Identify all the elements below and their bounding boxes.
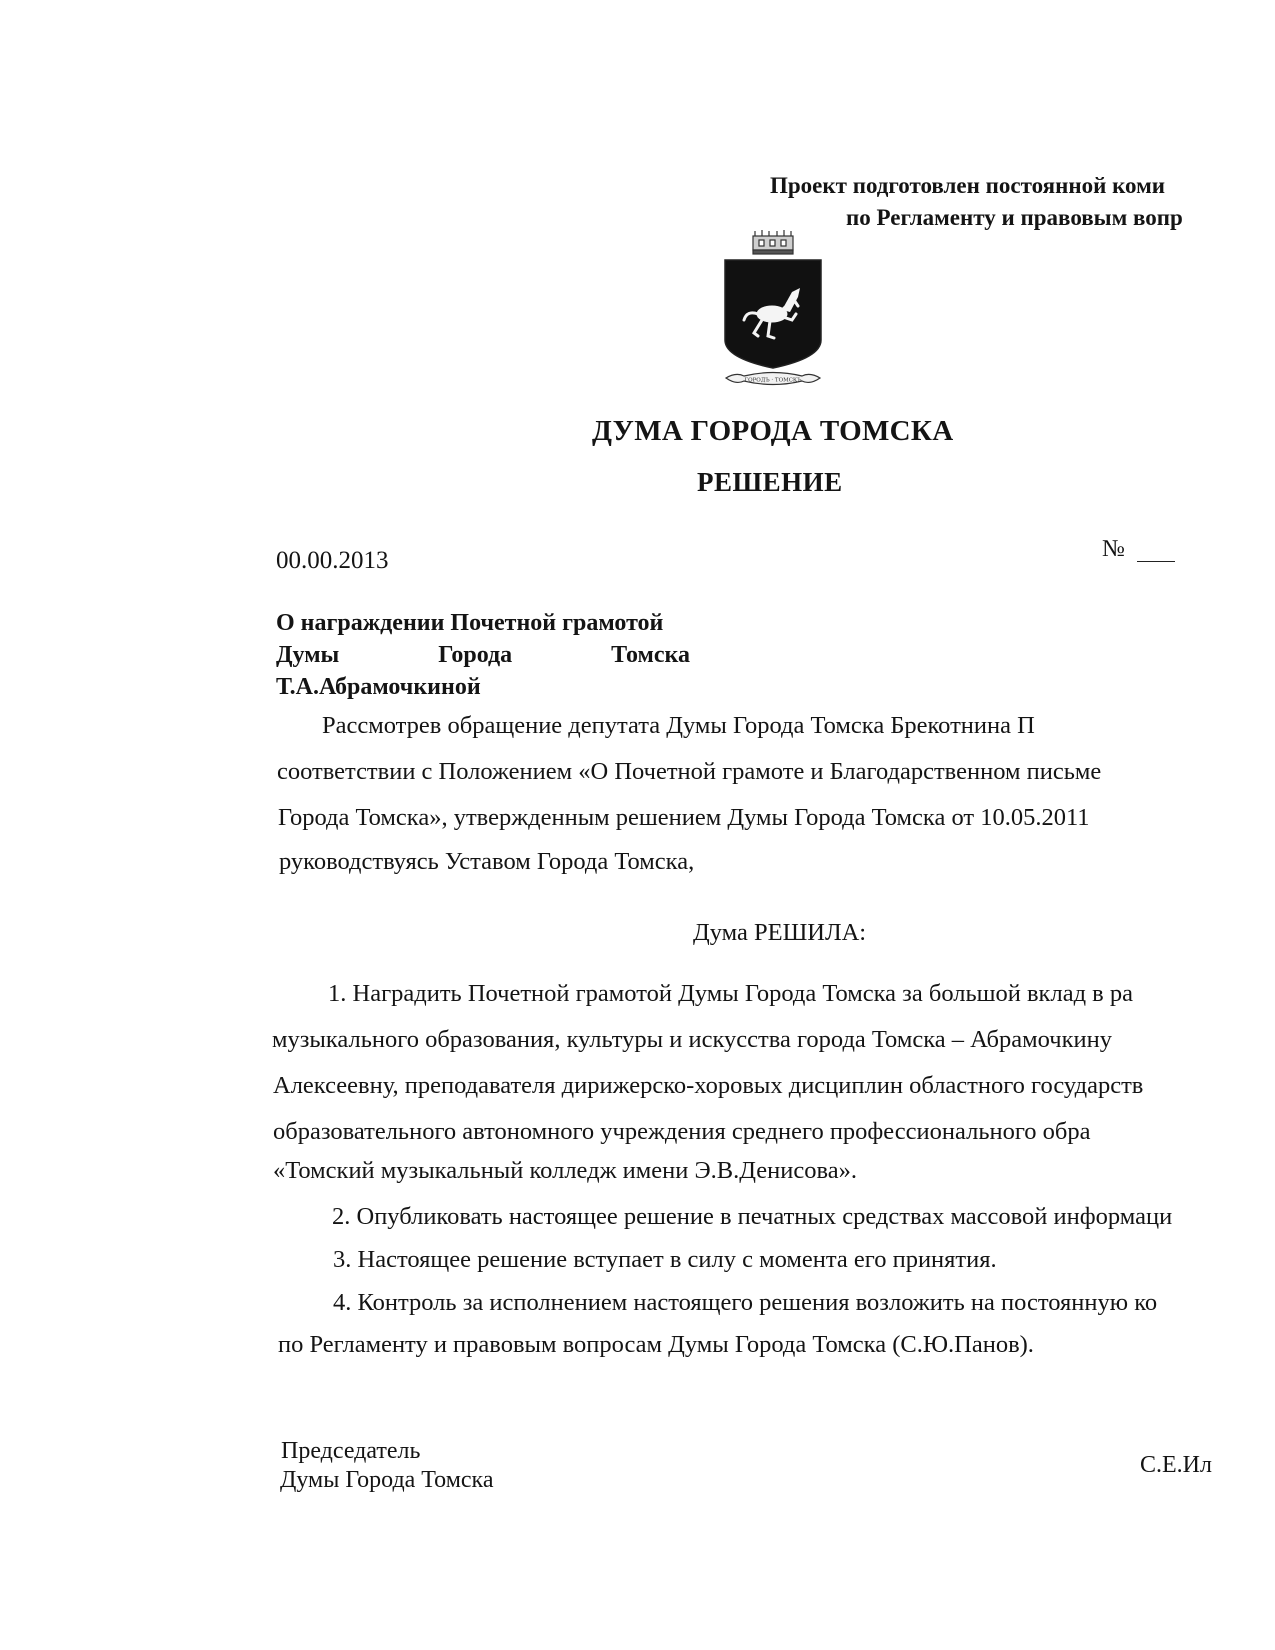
signature-position-line-2: Думы Города Томска (280, 1467, 494, 1493)
subject-word: Думы (276, 642, 340, 668)
item-4-line: по Регламенту и правовым вопросам Думы Города Томска (С.Ю.Панов). (278, 1331, 1034, 1358)
number-label: № (1102, 536, 1125, 562)
item-1-line: музыкального образования, культуры и искусства города Томска – Абрамочкину (272, 1026, 1112, 1053)
number-blank-line (1137, 560, 1175, 562)
item-1-line: образовательного автономного учреждения среднего профессионального обра (273, 1118, 1091, 1145)
document-type-title: РЕШЕНИЕ (697, 467, 843, 497)
preamble-line: Рассмотрев обращение депутата Думы Города Томска Брекотнина П (322, 712, 1035, 739)
subject-word: Томска (611, 642, 690, 668)
subject-word: Города (438, 642, 513, 668)
header-line-2: по Регламенту и правовым вопр (846, 205, 1183, 230)
signature-position-line-1: Председатель (281, 1438, 421, 1464)
project-header (770, 170, 1183, 234)
signature-name: С.Е.Ил (1140, 1452, 1212, 1478)
preamble-line: соответствии с Положением «О Почетной грамоте и Благодарственном письме (277, 758, 1102, 785)
org-title: ДУМА ГОРОДА ТОМСКА (592, 415, 954, 447)
item-1-line: Алексеевну, преподавателя дирижерско-хоровых дисциплин областного государств (273, 1072, 1144, 1099)
subject-line-3: Т.А.Абрамочкиной (276, 674, 481, 700)
ribbon-text: ГОРОДЪ · ТОМСКЪ (744, 377, 802, 384)
item-1-line: 1. Наградить Почетной грамотой Думы Города Томска за большой вклад в ра (328, 980, 1133, 1007)
crown-icon (753, 230, 793, 254)
item-1-line: «Томский музыкальный колледж имени Э.В.Денисова». (273, 1157, 857, 1184)
item-2: 2. Опубликовать настоящее решение в печатных средствах массовой информаци (332, 1203, 1173, 1230)
preamble-line: Города Томска», утвержденным решением Думы Города Томска от 10.05.2011 (278, 804, 1090, 831)
item-3: 3. Настоящее решение вступает в силу с момента его принятия. (333, 1246, 997, 1273)
decided-heading: Дума РЕШИЛА: (693, 919, 867, 946)
header-line-1: Проект подготовлен постоянной коми (770, 173, 1166, 198)
document-date: 00.00.2013 (276, 547, 389, 574)
preamble-line: руководствуясь Уставом Города Томска, (279, 848, 695, 875)
subject-line-2 (276, 639, 690, 671)
subject-line-1: О награждении Почетной грамотой (276, 610, 664, 636)
ribbon-icon (726, 373, 820, 385)
coat-of-arms-emblem (722, 228, 824, 390)
item-4-line: 4. Контроль за исполнением настоящего решения возложить на постоянную ко (333, 1289, 1158, 1316)
decision-subject (276, 607, 690, 703)
document-number (1102, 536, 1175, 563)
